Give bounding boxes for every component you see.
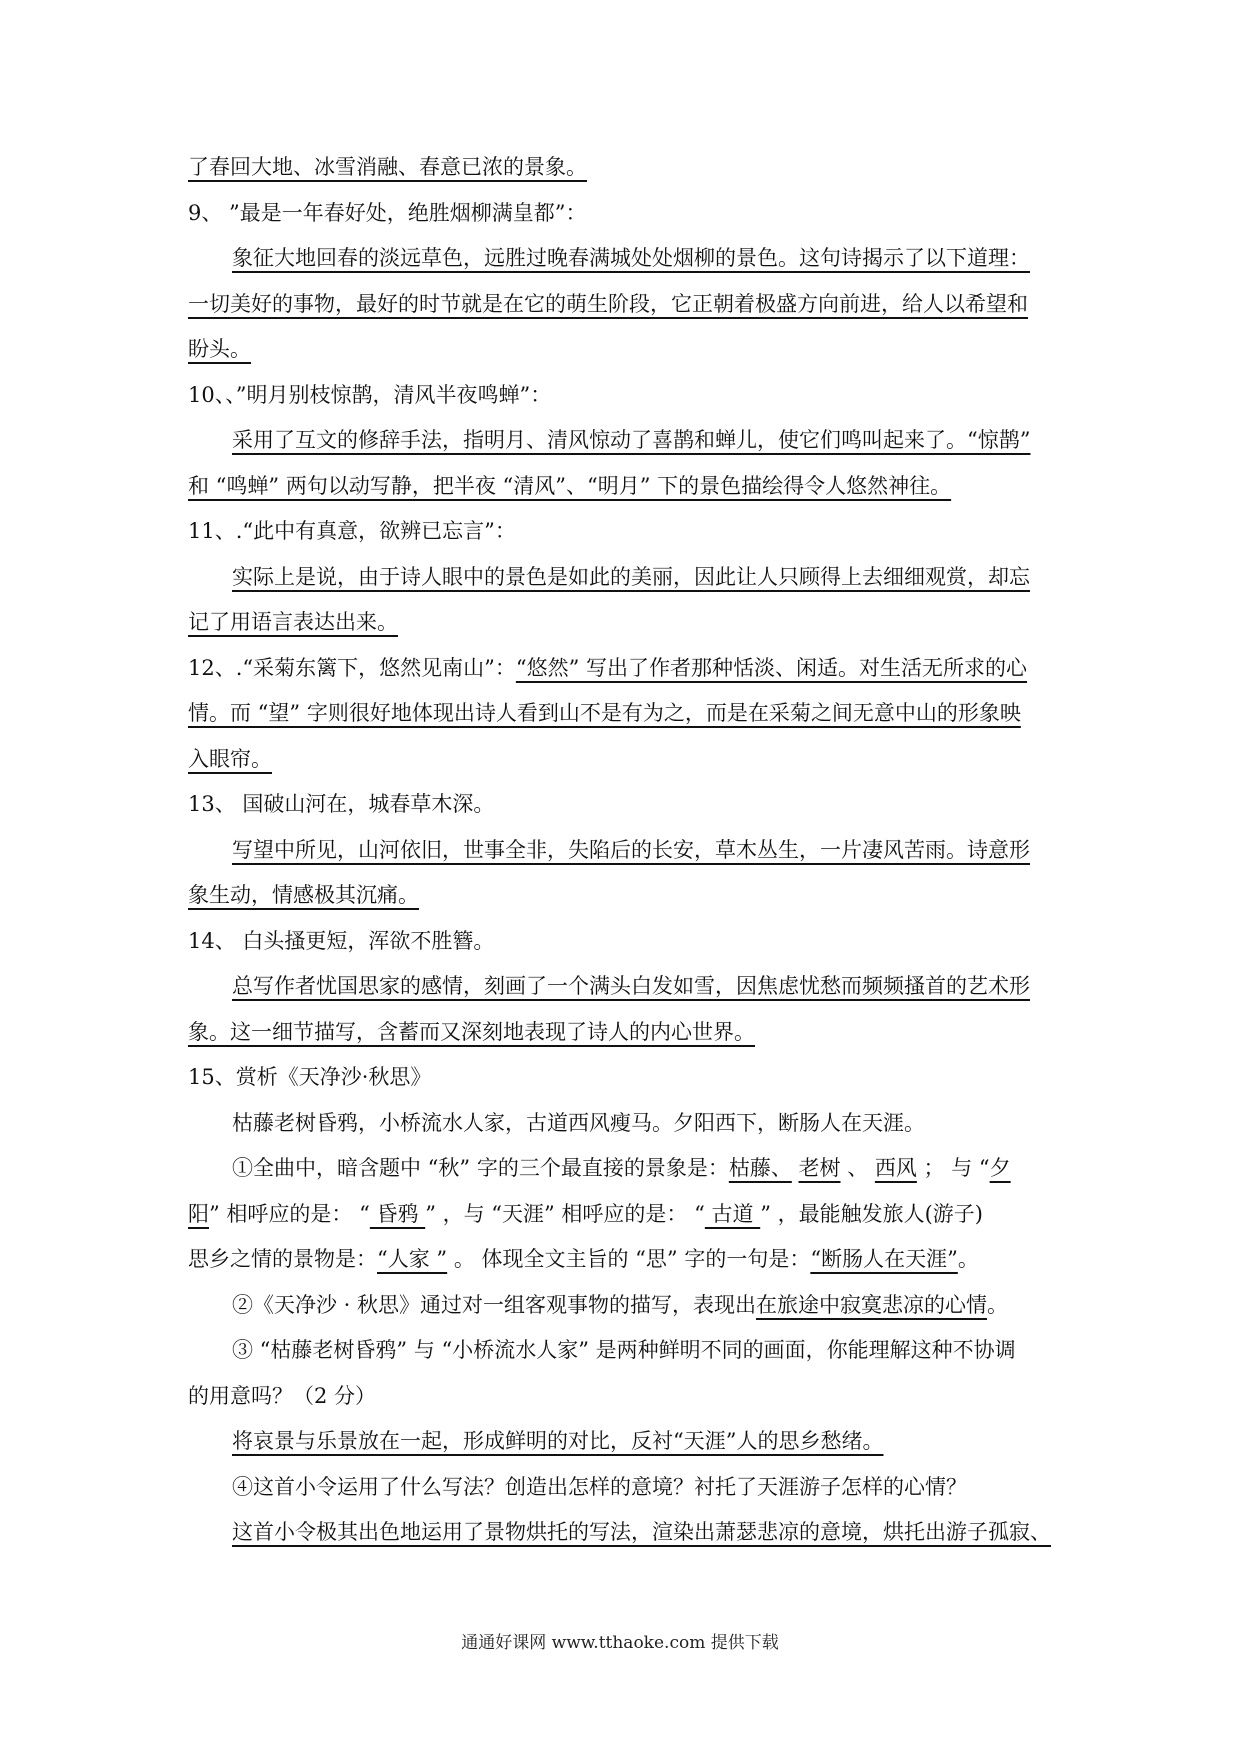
text-line [188,1374,1058,1420]
text-line [188,191,1058,237]
text-line [188,236,1058,282]
text-line [188,691,1058,737]
text-line [188,555,1058,601]
underlined-text: 实际上是说，由于诗人眼中的景色是如此的美丽，因此让人只顾得上去细细观赏，却忘 [232,564,1030,589]
underlined-text: 象。这一细节描写，含蓄而又深刻地表现了诗人的内心世界。 [188,1019,755,1044]
text-segment [792,1156,799,1180]
text-line [188,1010,1058,1056]
text-segment: 。 体现全文主旨的 “思” 字的一句是： [447,1247,811,1271]
underlined-text: 写望中所见，山河依旧，世事全非，失陷后的长安，草木丛生，一片凄风苦雨。诗意形 [232,837,1030,862]
text-segment: 。 [957,1247,979,1271]
underlined-text: 老树 [798,1156,841,1180]
text-segment: 的用意吗？（2 分） [188,1383,377,1408]
text-line [188,327,1058,373]
text-line [188,1465,1058,1511]
text-segment: ④这首小令运用了什么写法？创造出怎样的意境？衬托了天涯游子怎样的心情？ [232,1474,967,1499]
text-segment: ①全曲中，暗含题中 “秋” 字的三个最直接的景象是： [232,1156,729,1180]
underlined-text: 在旅途中寂寞悲凉的心情 [756,1292,988,1317]
underlined-text: 记了用语言表达出来。 [188,610,398,634]
text-line [188,646,1058,692]
text-line [188,964,1058,1010]
text-line [188,782,1058,828]
text-line [188,828,1058,874]
text-segment: 。 [987,1292,1009,1317]
text-line [188,600,1058,646]
text-segment: 15、赏析《天净沙·秋思》 [188,1065,432,1089]
underlined-text: 这首小令极其出色地运用了景物烘托的写法，渲染出萧瑟悲凉的意境，烘托出游子孤寂、 [232,1520,1051,1544]
text-segment: 10、、”明月别枝惊鹊，清风半夜鸣蝉”： [188,382,552,407]
text-line [188,737,1058,783]
underlined-text: 象征大地回春的淡远草色，远胜过晚春满城处处烟柳的景色。这句诗揭示了以下道理： [232,246,1030,270]
text-segment: ” ，与 “天涯” 相呼应的是： “ [425,1201,705,1226]
text-segment: 思乡之情的景物是： [188,1247,377,1271]
text-segment: 13、 国破山河在，城春草木深。 [188,792,495,816]
text-segment: 、 [840,1156,875,1180]
text-line [188,919,1058,965]
underlined-text: “断肠人在天涯” [810,1247,958,1271]
text-segment: ” 相呼应的是： “ [209,1201,370,1226]
text-line [188,1146,1058,1192]
underlined-text: 象生动，情感极其沉痛。 [188,883,419,907]
underlined-text: 了春回大地、冰雪消融、春意已浓的景象。 [188,155,587,179]
text-segment: 14、 白头搔更短，浑欲不胜簪。 [188,928,495,953]
underlined-text: 情。而 “望” 字则很好地体现出诗人看到山不是有为之，而是在采菊之间无意中山的形象映 [188,701,1021,725]
text-line [188,145,1058,191]
text-line [188,1510,1058,1556]
document-body [188,145,1058,1556]
text-segment: ②《天净沙 · 秋思》通过对一组客观事物的描写，表现出 [232,1292,757,1317]
underlined-text: “人家 ” [377,1247,448,1271]
underlined-text: 入眼帘。 [188,746,272,771]
text-segment: 9、 ”最是一年春好处，绝胜烟柳满皇都”： [188,200,587,225]
underlined-text: 采用了互文的修辞手法，指明月、清风惊动了喜鹊和蝉儿，使它们鸣叫起来了。“惊鹊” [232,428,1031,452]
text-line [188,464,1058,510]
underlined-text: 古道 [704,1201,761,1226]
text-line [188,282,1058,328]
underlined-text: 和 “鸣蝉” 两句以动写静，把半夜 “清风”、“明月” 下的景色描绘得令人悠然神往。 [188,473,952,498]
text-line [188,418,1058,464]
text-line [188,873,1058,919]
underlined-text: 阳 [188,1201,209,1226]
underlined-text: 西风 [874,1156,917,1180]
underlined-text: 一切美好的事物，最好的时节就是在它的萌生阶段，它正朝着极盛方向前进，给人以希望和 [188,291,1028,316]
text-segment: ； 与 “ [916,1156,990,1180]
text-line [188,1328,1058,1374]
text-segment: ③ “枯藤老树昏鸦” 与 “小桥流水人家” 是两种鲜明不同的画面，你能理解这种不协调 [232,1338,1016,1362]
text-line [188,1055,1058,1101]
underlined-text: 将哀景与乐景放在一起，形成鲜明的对比，反衬“天涯”人的思乡愁绪。 [232,1429,884,1453]
underlined-text: 枯藤、 [728,1156,792,1180]
text-line [188,1419,1058,1465]
underlined-text: “悠然” 写出了作者那种恬淡、闲适。对生活无所求的心 [515,655,1028,680]
text-line [188,1192,1058,1238]
text-line [188,509,1058,555]
text-line [188,373,1058,419]
text-segment: 12、.“采菊东篱下，悠然见南山”： [188,655,516,680]
text-segment: ” ，最能触发旅人(游子) [760,1201,983,1226]
text-segment: 11、.“此中有真意，欲辨已忘言”： [188,519,516,543]
underlined-text: 夕 [989,1156,1011,1180]
underlined-text: 盼头。 [188,337,251,361]
underlined-text: 总写作者忧国思家的感情，刻画了一个满头白发如雪，因焦虑忧愁而频频搔首的艺术形 [232,974,1030,998]
text-line [188,1101,1058,1147]
text-line [188,1283,1058,1329]
text-line [188,1237,1058,1283]
underlined-text: 昏鸦 [369,1201,426,1226]
text-segment: 枯藤老树昏鸦，小桥流水人家，古道西风瘦马。夕阳西下，断肠人在天涯。 [232,1110,925,1135]
footer-text: 通通好课网 www.tthaoke.com 提供下载 [461,1633,779,1653]
